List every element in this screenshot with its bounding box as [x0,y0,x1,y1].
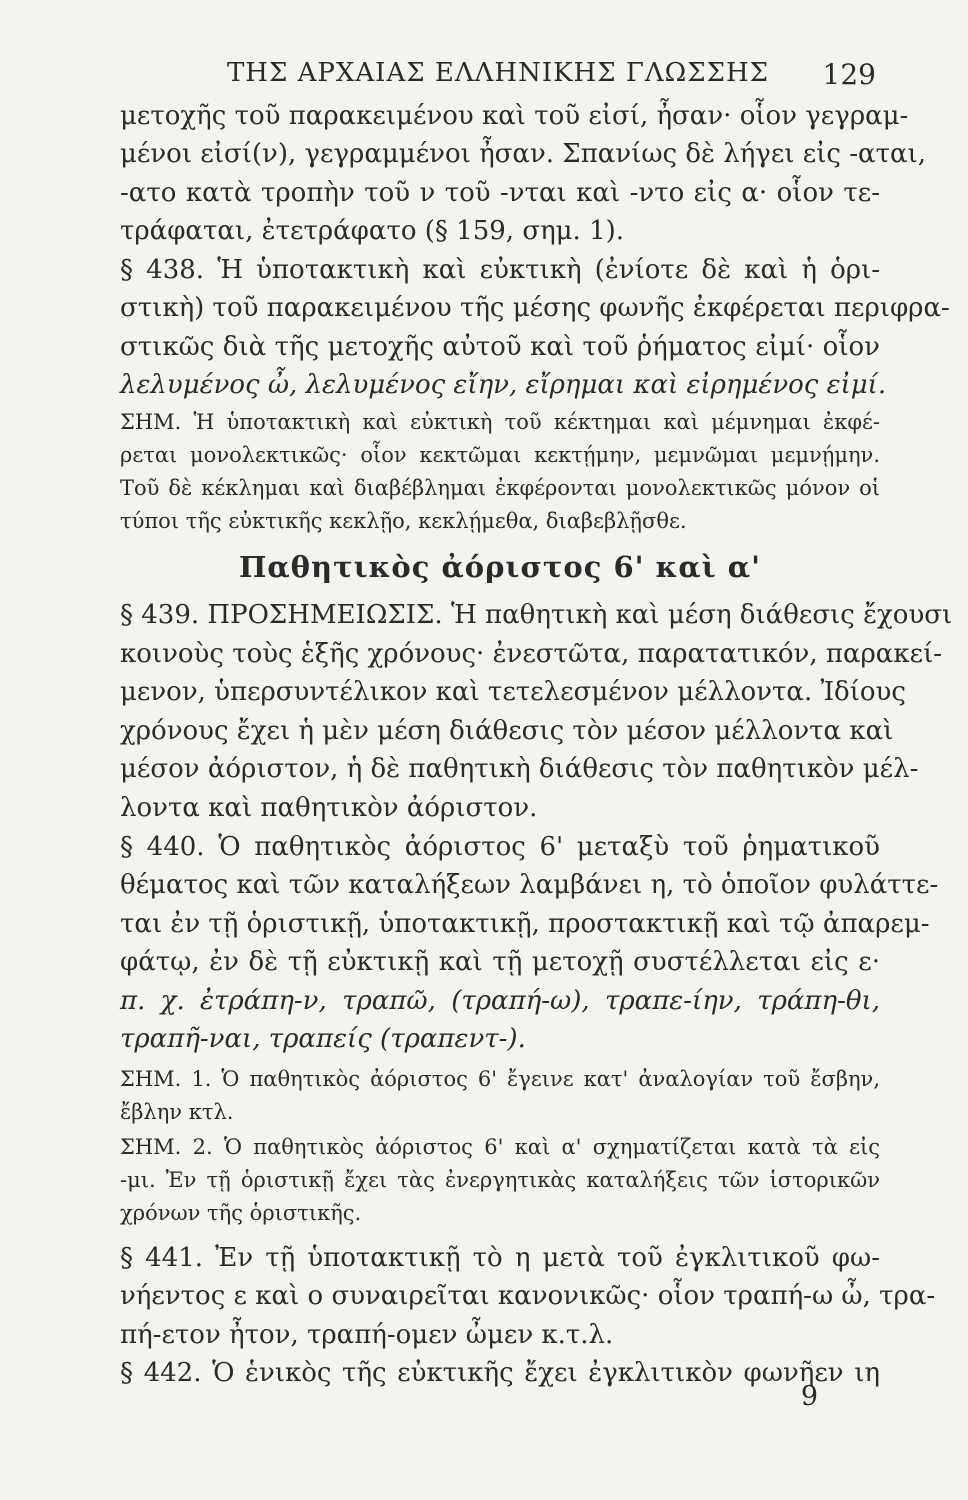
paragraph-442-line: § 442. Ὁ ἑνικὸς τῆς εὐκτικῆς ἔχει ἐγκλιτικὸν φωνῆεν ιη [120,1358,880,1388]
note-line: ἔβλην κτλ. [120,1100,234,1124]
note-line: ΣΗΜ. Ἡ ὑποτακτικὴ καὶ εὐκτικὴ τοῦ κέκτημαι καὶ μέμνημαι ἐκφέ- [120,410,880,434]
note-line: τύποι τῆς εὐκτικῆς κεκλῇο, κεκλῄμεθα, διαβεβλῇσθε. [120,509,687,533]
page-number: 129 [822,58,876,91]
note-line: χρόνων τῆς ὁριστικῆς. [120,1201,362,1225]
paragraph-440-line: π. χ. ἐτράπη-ν, τραπῶ, (τραπή-ω), τραπε-ίην, τράπη-θι, [120,986,880,1016]
running-title: ΤΗΣ ΑΡΧΑΙΑΣ ΕΛΛΗΝΙΚΗΣ ΓΛΩΣΣΗΣ [226,58,770,88]
paragraph-439-line: μενον, ὑπερσυντέλικον καὶ τετελεσμένον μέλλοντα. Ἰδίους [120,677,906,707]
paragraph-441-line: νήεντος ε καὶ ο συναιρεῖται κανονικῶς· οἷον τραπή-ω ὦ, τρα- [120,1281,936,1311]
paragraph-438-line: στικῶς διὰ τῆς μετοχῆς αὐτοῦ καὶ τοῦ ῥήματος εἰμί· οἷον [120,332,880,362]
paragraph-440-line: § 440. Ὁ παθητικὸς ἀόριστος 6' μεταξὺ τοῦ ῥηματικοῦ [120,832,880,862]
paragraph-438-line: στικὴ) τοῦ παρακειμένου τῆς μέσης φωνῆς ἐκφέρεται περιφρα- [120,293,950,323]
paragraph-438-line: § 438. Ἡ ὑποτακτικὴ καὶ εὐκτικὴ (ἐνίοτε δὲ καὶ ἡ ὁρι- [120,255,880,285]
note-line: -μι. Ἐν τῇ ὁριστικῇ ἔχει τὰς ἐνεργητικὰς καταλήξεις τῶν ἱστορικῶν [120,1168,880,1192]
paragraph-440-line: τραπῆ-ναι, τραπείς (τραπεντ-). [120,1024,526,1054]
paragraph-438-line: λελυμένος ὦ, λελυμένος εἴην, εἴρημαι καὶ εἰρημένος εἰμί. [120,370,887,400]
section-heading: Παθητικὸς ἀόριστος 6' καὶ α' [238,550,761,584]
text-line: -ατο κατὰ τροπὴν τοῦ ν τοῦ -νται καὶ -ντο εἰς α· οἷον τε- [120,178,880,208]
paragraph-439-line: § 439. ΠΡΟΣΗΜΕΙΩΣΙΣ. Ἡ παθητικὴ καὶ μέση διάθεσις ἔχουσι [120,600,953,630]
text-line: μετοχῆς τοῦ παρακειμένου καὶ τοῦ εἰσί, ἦσαν· οἷον γεγραμ- [120,101,909,131]
paragraph-439-line: κοινοὺς τοὺς ἑξῆς χρόνους· ἐνεστῶτα, παρατατικόν, παρακεί- [120,639,943,669]
paragraph-440-line: φάτῳ, ἐν δὲ τῇ εὐκτικῇ καὶ τῇ μετοχῇ συστέλλεται εἰς ε· [120,947,880,977]
note-line: ΣΗΜ. 1. Ὁ παθητικὸς ἀόριστος 6' ἔγεινε κατ' ἀναλογίαν τοῦ ἔσβην, [120,1067,880,1091]
paragraph-441-line: § 441. Ἐν τῇ ὑποτακτικῇ τὸ η μετὰ τοῦ ἐγκλιτικοῦ φω- [120,1243,880,1273]
paragraph-440-line: ται ἐν τῇ ὁριστικῇ, ὑποτακτικῇ, προστακτικῇ καὶ τῷ ἀπαρεμ- [120,909,930,939]
note-line: ρεται μονολεκτικῶς· οἷον κεκτῶμαι κεκτῄμην, μεμνῶμαι μεμνῄμην. [120,443,880,467]
paragraph-439-line: χρόνους ἔχει ἡ μὲν μέση διάθεσις τὸν μέσον μέλλοντα καὶ [120,716,894,746]
running-head [120,52,876,92]
paragraph-441-line: πή-ετον ἦτον, τραπή-ομεν ὦμεν κ.τ.λ. [120,1320,614,1350]
note-line: Τοῦ δὲ κέκλημαι καὶ διαβέβλημαι ἐκφέρονται μονολεκτικῶς μόνον οἱ [120,476,880,500]
paragraph-440-line: θέματος καὶ τῶν καταλήξεων λαμβάνει η, τὸ ὁποῖον φυλάττε- [120,870,939,900]
text-line: μένοι εἰσί(ν), γεγραμμένοι ἦσαν. Σπανίως δὲ λήγει εἰς -αται, [120,139,926,169]
paragraph-439-line: λοντα καὶ παθητικὸν ἀόριστον. [120,793,538,823]
text-line: τράφαται, ἐτετράφατο (§ 159, σημ. 1). [120,216,625,246]
paragraph-439-line: μέσον ἀόριστον, ἡ δὲ παθητικὴ διάθεσις τὸν παθητικὸν μέλ- [120,754,919,784]
signature-mark: 9 [800,1381,818,1412]
note-line: ΣΗΜ. 2. Ὁ παθητικὸς ἀόριστος 6' καὶ α' σχηματίζεται κατὰ τὰ εἰς [120,1135,880,1159]
